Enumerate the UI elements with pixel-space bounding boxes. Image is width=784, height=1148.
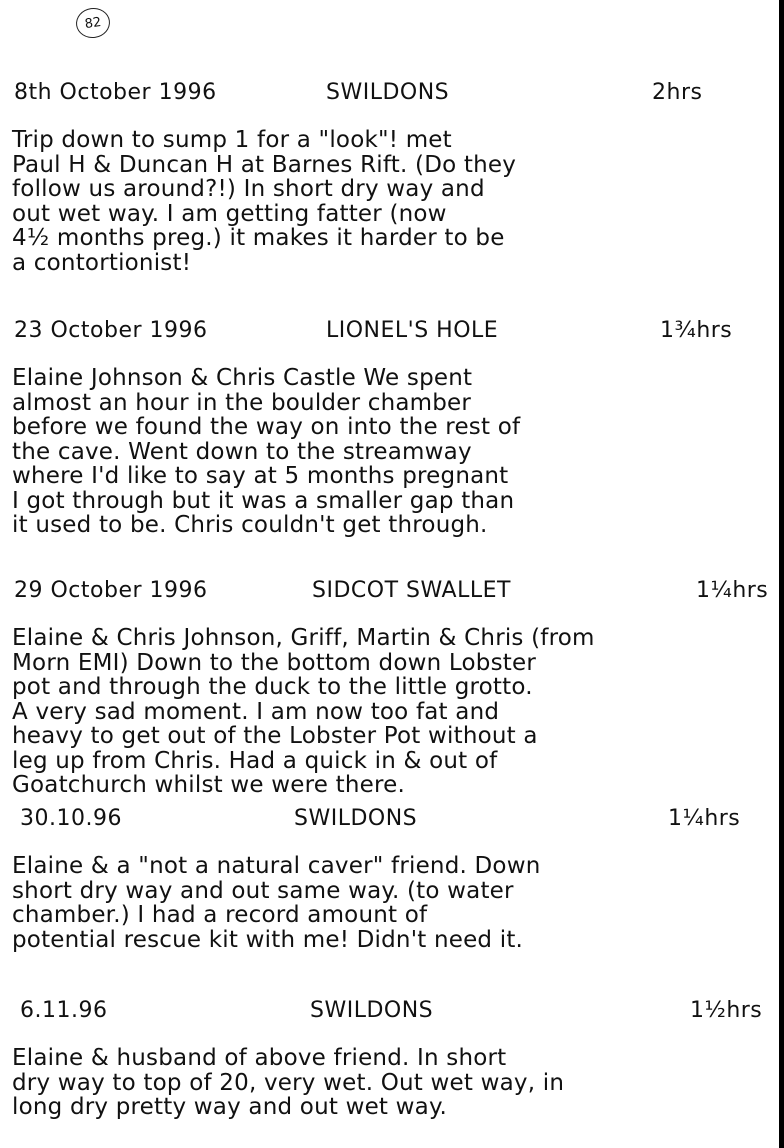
entry-line: chamber.) I had a record amount of xyxy=(12,902,428,928)
entry-cave: LIONEL'S HOLE xyxy=(326,318,499,343)
entry-line: Elaine & husband of above friend. In short xyxy=(12,1045,507,1071)
entry-line: dry way to top of 20, very wet. Out wet way, in xyxy=(12,1069,565,1096)
entry-duration: 2hrs xyxy=(652,80,703,105)
entry-header xyxy=(0,80,784,114)
entry-line: before we found the way on into the rest of xyxy=(12,414,521,440)
entry-line: short dry way and out same way. (to water xyxy=(12,877,514,904)
entry-line: heavy to get out of the Lobster Pot without a xyxy=(12,723,538,749)
entry-line: Goatchurch whilst we were there. xyxy=(12,772,405,798)
entry-cave: SWILDONS xyxy=(326,80,450,105)
entry-line: it used to be. Chris couldn't get through. xyxy=(12,512,488,538)
entry-line: out wet way. I am getting fatter (now xyxy=(12,200,447,227)
entry-date: 23 October 1996 xyxy=(14,318,208,343)
entry-header xyxy=(0,806,784,840)
entry-date: 8th October 1996 xyxy=(14,80,217,105)
entry-line: Paul H & Duncan H at Barnes Rift. (Do they xyxy=(12,151,517,178)
log-entry xyxy=(0,806,784,952)
entry-date: 30.10.96 xyxy=(20,806,122,831)
entry-body xyxy=(12,366,770,538)
entry-date: 6.11.96 xyxy=(20,998,108,1023)
entry-body xyxy=(12,626,770,798)
entry-line: Elaine Johnson & Chris Castle We spent xyxy=(12,365,473,391)
entry-line: potential rescue kit with me! Didn't need it. xyxy=(12,926,524,953)
entry-line: Trip down to sump 1 for a "look"! met xyxy=(12,127,452,153)
entry-duration: 1½hrs xyxy=(690,998,763,1023)
entry-line: a contortionist! xyxy=(12,249,192,276)
entry-line: Elaine & Chris Johnson, Griff, Martin & Chris (from xyxy=(12,625,595,651)
log-entry xyxy=(0,578,784,798)
entry-line: Elaine & a "not a natural caver" friend. Down xyxy=(12,853,541,879)
entry-header xyxy=(0,998,784,1032)
entry-cave: SWILDONS xyxy=(310,998,434,1023)
entry-cave: SIDCOT SWALLET xyxy=(312,578,511,603)
entry-line: where I'd like to say at 5 months pregnant xyxy=(12,463,509,489)
entry-line: A very sad moment. I am now too fat and xyxy=(12,698,500,725)
entry-line: 4½ months preg.) it makes it harder to be xyxy=(12,225,505,251)
entry-body xyxy=(12,854,770,952)
entry-line: follow us around?!) In short dry way and xyxy=(12,176,485,202)
entry-line: Morn EMI) Down to the bottom down Lobster xyxy=(12,649,536,676)
entry-body xyxy=(12,128,770,275)
entry-line: almost an hour in the boulder chamber xyxy=(12,389,472,416)
entry-duration: 1¾hrs xyxy=(660,318,733,343)
entry-line: long dry pretty way and out wet way. xyxy=(12,1094,448,1120)
entry-date: 29 October 1996 xyxy=(14,578,208,603)
log-entry xyxy=(0,998,784,1120)
entry-line: I got through but it was a smaller gap than xyxy=(12,487,515,514)
entry-body xyxy=(12,1046,770,1120)
entry-duration: 1¼hrs xyxy=(668,806,741,831)
log-entry xyxy=(0,318,784,538)
page-number-text: 82 xyxy=(83,14,103,32)
entry-line: leg up from Chris. Had a quick in & out of xyxy=(12,747,498,774)
entry-header xyxy=(0,578,784,612)
entry-header xyxy=(0,318,784,352)
entry-line: the cave. Went down to the streamway xyxy=(12,438,472,465)
entry-cave: SWILDONS xyxy=(294,806,418,831)
log-entry xyxy=(0,80,784,275)
entry-line: pot and through the duck to the little grotto. xyxy=(12,674,533,700)
entry-duration: 1¼hrs xyxy=(696,578,769,603)
page-number xyxy=(74,6,112,40)
